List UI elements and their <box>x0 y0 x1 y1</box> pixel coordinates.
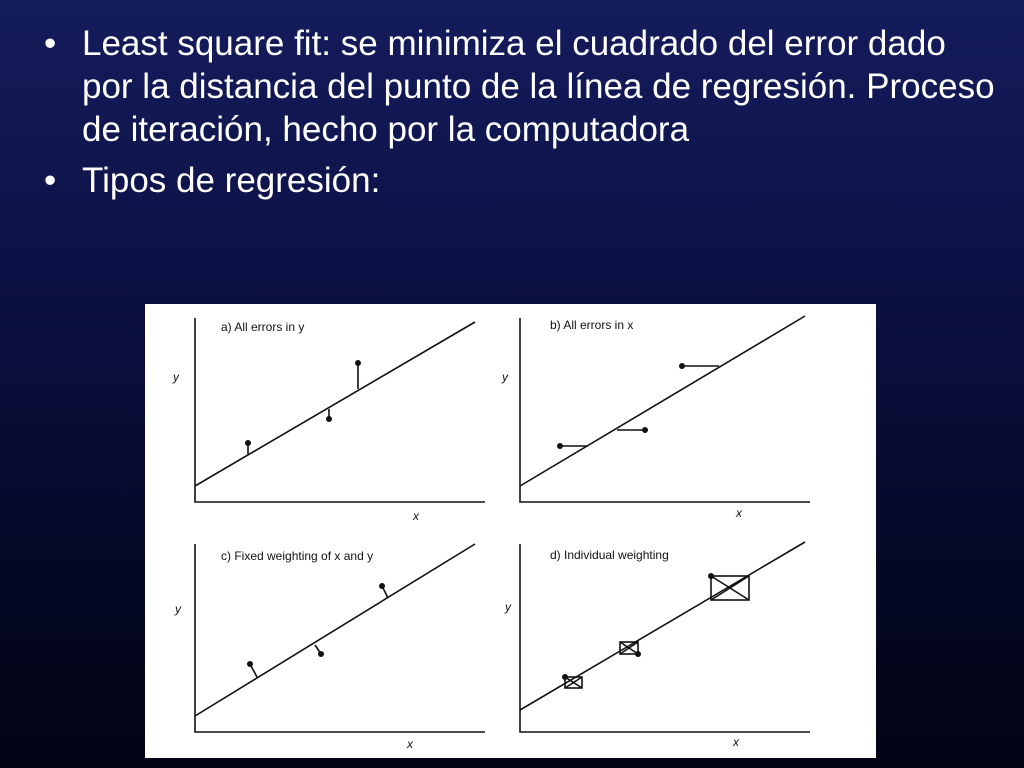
bullet-marker: • <box>44 161 57 200</box>
axes <box>520 544 810 732</box>
data-point <box>318 651 324 657</box>
data-point <box>326 416 332 422</box>
panel-b-ylabel: y <box>502 370 508 384</box>
axes <box>195 544 485 732</box>
panel-a <box>195 318 485 502</box>
panel-c <box>195 544 485 732</box>
data-point <box>379 583 385 589</box>
panel-d-ylabel: y <box>505 600 511 614</box>
bullet-list <box>42 22 1002 210</box>
panel-d-xlabel: x <box>733 735 739 749</box>
bullet-text: Tipos de regresión: <box>82 161 381 200</box>
regression-line <box>195 322 475 486</box>
regression-line <box>520 316 805 486</box>
panel-d <box>520 542 810 732</box>
regression-diagram <box>145 304 876 758</box>
data-point <box>562 674 568 680</box>
bullet-marker: • <box>44 24 57 63</box>
bullet-item-tipos <box>42 159 1002 202</box>
data-point <box>245 440 251 446</box>
axes <box>520 318 810 502</box>
regression-figure <box>145 304 876 758</box>
panel-a-xlabel: x <box>413 509 419 523</box>
data-point <box>708 573 714 579</box>
axes <box>195 318 485 502</box>
panel-c-title: c) Fixed weighting of x and y <box>221 549 374 563</box>
bullet-item-least-square <box>42 22 1002 151</box>
data-point <box>679 363 685 369</box>
panel-b <box>520 316 810 502</box>
panel-c-xlabel: x <box>407 737 413 751</box>
data-point <box>247 661 253 667</box>
data-point <box>642 427 648 433</box>
regression-line <box>195 544 475 716</box>
panel-d-title: d) Individual weighting <box>550 548 669 562</box>
panel-c-ylabel: y <box>175 602 181 616</box>
panel-a-title: a) All errors in y <box>221 320 305 334</box>
regression-line <box>520 542 805 710</box>
bullet-text: Least square fit: se minimiza el cuadrado del error dado por la distancia del punto de la línea de regresión. Proceso de iteración, hecho por la computadora <box>82 24 995 149</box>
data-point <box>355 360 361 366</box>
panel-a-ylabel: y <box>173 370 179 384</box>
data-point <box>635 651 641 657</box>
panel-b-xlabel: x <box>736 506 742 520</box>
data-point <box>557 443 563 449</box>
panel-b-title: b) All errors in x <box>550 318 634 332</box>
